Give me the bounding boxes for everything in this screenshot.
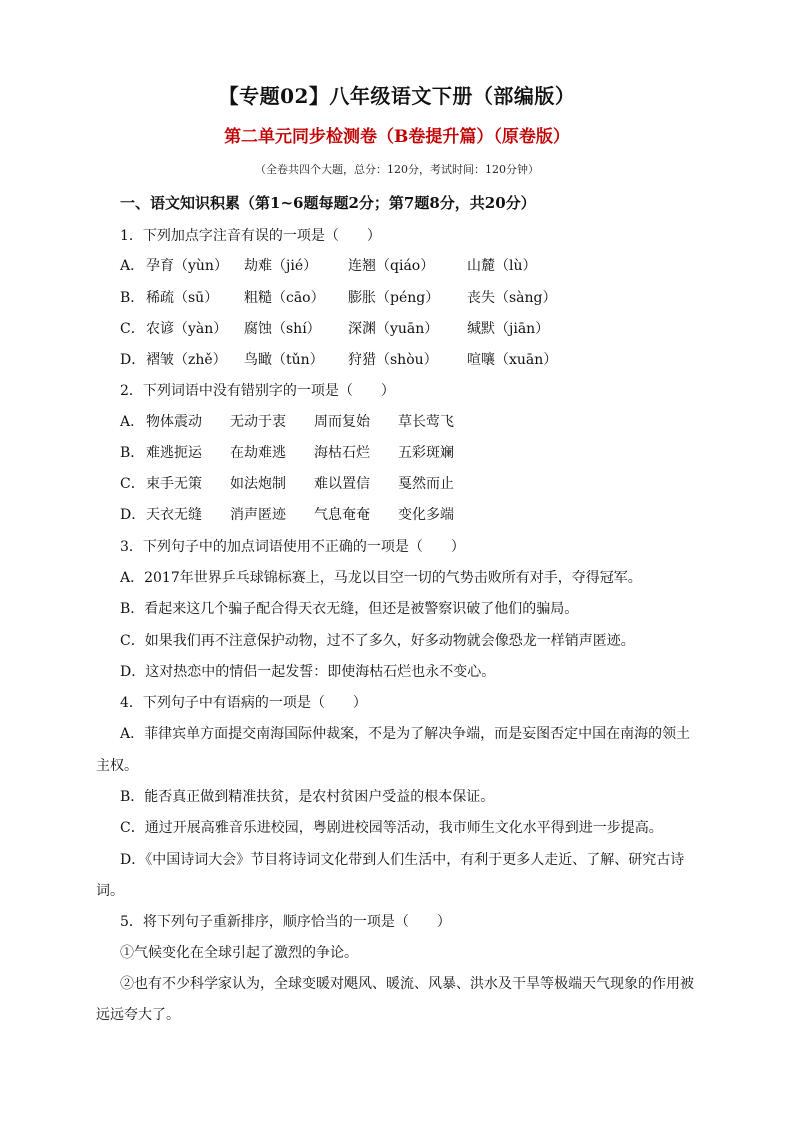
q2-option-c-item: 束手无策	[146, 476, 202, 492]
q1-option-a-item: 劫难（jié）	[244, 258, 318, 274]
q1-option-a-item: 山麓（lù）	[467, 258, 537, 274]
question-1-stem: 1．下列加点字注音有误的一项是（ ）	[120, 228, 381, 244]
q2-option-d-item: 气息奄奄	[314, 507, 370, 523]
q2-option-a-item: 草长莺飞	[398, 414, 454, 430]
q3-option-b: B．看起来这几个骗子配合得天衣无缝，但还是被警察识破了他们的骗局。	[120, 601, 579, 617]
q4-option-b: B．能否真正做到精准扶贫，是农村贫困户受益的根本保证。	[120, 789, 495, 805]
q2-option-b-item: 在劫难逃	[230, 445, 286, 461]
q4-option-a: A．菲律宾单方面提交南海国际仲裁案，不是为了解决争端，而是妄图否定中国在南海的领土	[120, 726, 691, 742]
q2-option-a-item: 周而复始	[314, 414, 370, 430]
q2-option-d-item: 变化多端	[398, 507, 454, 523]
q1-option-c-item: 农谚（yàn）	[146, 321, 228, 337]
q3-option-a: A．2017年世界乒乓球锦标赛上，马龙以目空一切的气势击败所有对手，夺得冠军。	[120, 570, 642, 586]
q3-option-c: C．如果我们再不注意保护动物，过不了多久，好多动物就会像恐龙一样销声匿迹。	[120, 633, 635, 649]
q1-option-a-label: A．	[120, 258, 145, 274]
question-3-stem: 3．下列句子中的加点词语使用不正确的一项是（ ）	[120, 539, 465, 555]
exam-note: （全卷共四个大题，总分：120分，考试时间：120分钟）	[255, 163, 539, 176]
document-title: 【专题02】八年级语文下册（部编版）	[218, 84, 576, 108]
q1-option-b-item: 丧失（sàng）	[467, 290, 557, 306]
q1-option-b-label: B．	[120, 290, 145, 306]
q1-option-d-label: D．	[120, 352, 146, 368]
q2-option-b-item: 难逃扼运	[146, 445, 202, 461]
q1-option-c-item: 缄默（jiān）	[467, 321, 550, 337]
q2-option-c-item: 戛然而止	[398, 476, 454, 492]
q4-option-a-continued: 主权。	[96, 758, 138, 774]
q1-option-a-item: 连翘（qiáo）	[348, 258, 435, 274]
document-subtitle: 第二单元同步检测卷（B卷提升篇）（原卷版）	[224, 127, 570, 147]
q2-option-b-label: B．	[120, 445, 145, 461]
q1-option-c-item: 腐蚀（shí）	[244, 321, 321, 337]
q2-option-c-item: 如法炮制	[230, 476, 286, 492]
q1-option-d-item: 喧嚷（xuān）	[467, 352, 558, 368]
section-heading: 一、语文知识积累（第1~6题每题2分；第7题8分，共20分）	[120, 194, 536, 212]
q2-option-d-item: 消声匿迹	[230, 507, 286, 523]
q2-option-a-item: 物体震动	[146, 414, 202, 430]
q2-option-c-item: 难以置信	[314, 476, 370, 492]
q1-option-b-item: 粗糙（cāo）	[244, 290, 325, 306]
q2-option-d-item: 天衣无缝	[146, 507, 202, 523]
q1-option-a-item: 孕育（yùn）	[146, 258, 228, 274]
q1-option-d-item: 狩猎（shòu）	[348, 352, 438, 368]
q2-option-b-item: 五彩斑斓	[398, 445, 454, 461]
question-4-stem: 4．下列句子中有语病的一项是（ ）	[120, 695, 367, 711]
q1-option-b-item: 膨胀（péng）	[348, 290, 440, 306]
q2-option-a-item: 无动于衷	[230, 414, 286, 430]
q2-option-a-label: A．	[120, 414, 145, 430]
question-5-stem: 5．将下列句子重新排序，顺序恰当的一项是（ ）	[120, 914, 451, 930]
q2-option-d-label: D．	[120, 507, 146, 523]
q4-option-c: C．通过开展高雅音乐进校园，粤剧进校园等活动，我市师生文化水平得到进一步提高。	[120, 820, 663, 836]
question-2-stem: 2．下列词语中没有错别字的一项是（ ）	[120, 383, 395, 399]
q3-option-d: D．这对热恋中的情侣一起发誓：即使海枯石烂也永不变心。	[120, 664, 496, 680]
q4-option-d: D．《中国诗词大会》节目将诗词文化带到人们生活中，有利于更多人走近、了解、研究古诗	[120, 852, 685, 868]
q1-option-b-item: 稀疏（sū）	[146, 290, 219, 306]
q1-option-d-item: 褶皱（zhě）	[146, 352, 227, 368]
q5-sentence-1: ①气候变化在全球引起了激烈的争论。	[120, 945, 358, 961]
q2-option-c-label: C．	[120, 476, 145, 492]
q1-option-c-label: C．	[120, 321, 145, 337]
q5-sentence-2-continued: 远远夸大了。	[96, 1007, 180, 1023]
q2-option-b-item: 海枯石烂	[314, 445, 370, 461]
q1-option-c-item: 深渊（yuān）	[348, 321, 439, 337]
q4-option-d-continued: 词。	[96, 883, 124, 899]
q5-sentence-2: ②也有不少科学家认为，全球变暖对飓风、暖流、风暴、洪水及干旱等极端天气现象的作用被	[120, 976, 694, 992]
q1-option-d-item: 鸟瞰（tǔn）	[244, 352, 324, 368]
